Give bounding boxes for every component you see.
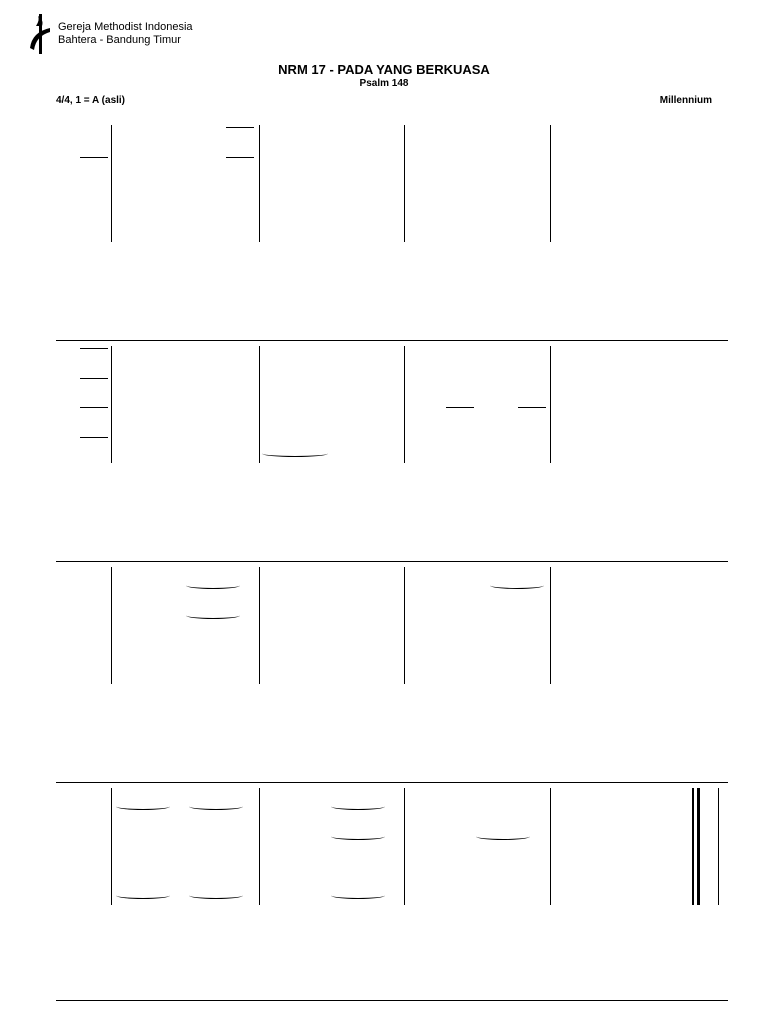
slur-mark (490, 582, 544, 589)
tune-name: Millennium (659, 95, 712, 106)
bar-line (550, 788, 551, 905)
bar-line (259, 125, 260, 242)
slur-mark (189, 892, 243, 899)
beam-line (80, 157, 108, 158)
org-name: Gereja Methodist Indonesia (58, 21, 193, 33)
beam-line (80, 407, 108, 408)
system-divider (56, 1000, 728, 1001)
bar-line (404, 125, 405, 242)
slur-mark (262, 450, 328, 457)
bar-line (111, 788, 112, 905)
slur-mark (116, 803, 170, 810)
bar-line (404, 567, 405, 684)
beam-line (80, 348, 108, 349)
final-bar-thick (697, 788, 700, 905)
bar-line (259, 567, 260, 684)
bar-line (259, 346, 260, 463)
beam-line (80, 378, 108, 379)
system-divider (56, 340, 728, 341)
hymn-subtitle: Psalm 148 (359, 78, 409, 89)
bar-line (111, 567, 112, 684)
beam-line (446, 407, 474, 408)
slur-mark (186, 612, 240, 619)
bar-line (111, 125, 112, 242)
slur-mark (186, 582, 240, 589)
amen-end-bar (718, 788, 719, 905)
church-logo-icon (30, 14, 54, 54)
bar-line (404, 346, 405, 463)
slur-mark (331, 803, 385, 810)
beam-line (226, 127, 254, 128)
beam-line (226, 157, 254, 158)
slur-mark (331, 892, 385, 899)
org-branch: Bahtera - Bandung Timur (58, 34, 181, 46)
bar-line (111, 346, 112, 463)
slur-mark (331, 833, 385, 840)
key-signature: 4/4, 1 = A (asli) (56, 95, 126, 106)
system-divider (56, 782, 728, 783)
beam-line (80, 437, 108, 438)
system-divider (56, 561, 728, 562)
bar-line (404, 788, 405, 905)
bar-line (550, 125, 551, 242)
bar-line (259, 788, 260, 905)
slur-mark (189, 803, 243, 810)
slur-mark (116, 892, 170, 899)
bar-line (550, 346, 551, 463)
hymn-title: NRM 17 - PADA YANG BERKUASA (278, 62, 490, 77)
slur-mark (476, 833, 530, 840)
beam-line (518, 407, 546, 408)
bar-line (550, 567, 551, 684)
final-bar-thin (692, 788, 694, 905)
